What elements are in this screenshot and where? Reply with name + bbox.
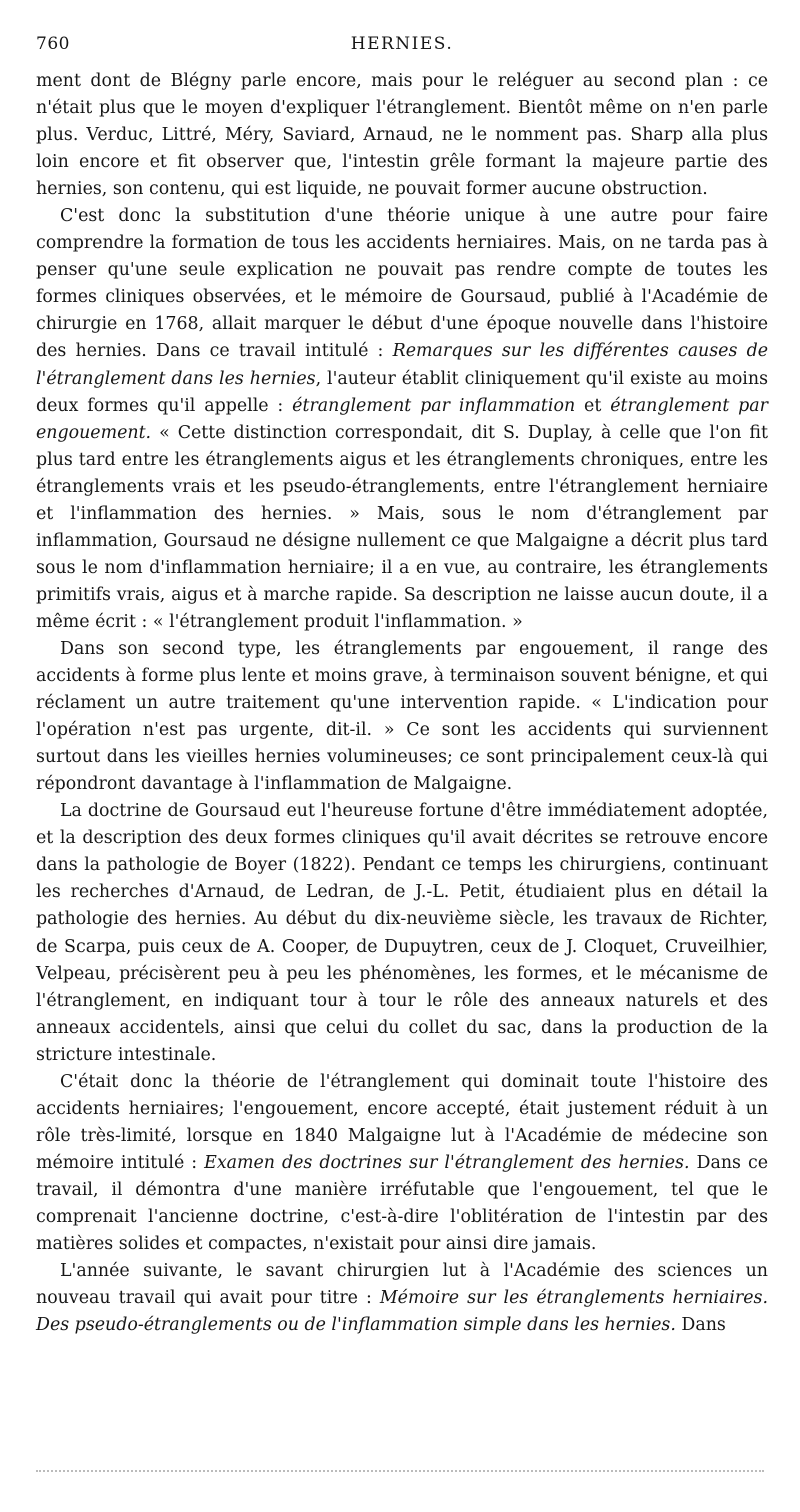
text-run: Dans son second type, les étranglements par engouement, il range des accidents à forme plus lente et moins grave, à terminaison souvent bénigne, et qui réclament un autre traitement qu'une intervention rapide. « L'indication pour l'opération n'est pas urgente, dit-il. » Ce sont les accidents qui surviennent surtout dans les vieilles hernies volumineuses; ce sont principalement ceux-là qui répondront davantage à l'inflammation de Malgaigne. (36, 638, 768, 795)
text-run: Dans (675, 1315, 726, 1336)
footer-rule (36, 1470, 764, 1472)
text-run: La doctrine de Goursaud eut l'heureuse fortune d'être immédiatement adoptée, et la description des deux formes cliniques qu'il avait décrites se retrouve encore dans la pathologie de Boyer (1822). Pendant ce temps les chirurgiens, continuant les recherches d'Arnaud, de Ledran, de J.-L. Petit, étudiaient plus en détail la pathologie des hernies. Au début du dix-neuvième siècle, les travaux de Richter, de Scarpa, puis ceux de A. Cooper, de Dupuytren, ceux de J. Cloquet, Cruveilhier, Velpeau, précisèrent peu à peu les phénomènes, les formes, et le mécanisme de l'étranglement, en indiquant tour à tour le rôle des anneaux naturels et des anneaux accidentels, ainsi que celui du collet du sac, dans la production de la stricture intestinale. (36, 801, 768, 1065)
body-text (36, 68, 768, 1339)
italic-title-run: Examen des doctrines sur l'étranglement des hernies. (204, 1152, 690, 1173)
paragraph (36, 798, 768, 1068)
italic-title-run: Remarques sur les différentes causes de l'étranglement dans les hernies (36, 341, 769, 389)
text-run: C'était donc la théorie de l'étranglement qui dominait toute l'histoire des accidents herniaires; l'engouement, encore accepté, était justement réduit à un rôle très-limité, lorsque en 1840 Malgaigne lut à l'Académie de médecine son mémoire intitulé : (36, 1071, 768, 1173)
page-number: 760 (36, 34, 70, 54)
running-title: HERNIES. (350, 34, 454, 54)
paragraph (36, 636, 768, 798)
page-header (36, 30, 768, 56)
text-run: ment dont de Blégny parle encore, mais pour le reléguer au second plan : ce n'était plus que le moyen d'expliquer l'étranglement. Bientôt même on n'en parle plus. Verduc, Littré, Méry, Saviard, Arnaud, ne le nomment pas. Sharp alla plus loin encore et fit observer que, l'intestin grêle formant la majeure partie des hernies, son contenu, qui est liquide, ne pouvait former aucune obstruction. (36, 71, 768, 200)
paragraph (36, 1069, 768, 1258)
italic-title-run: étranglement par inflammation (292, 395, 576, 416)
text-run: C'est donc la substitution d'une théorie unique à une autre pour faire comprendre la formation de tous les accidents herniaires. Mais, on ne tarda pas à penser qu'une seule explication ne pouvait pas rendre compte de toutes les formes cliniques observées, et le mémoire de Goursaud, publié à l'Académie de chirurgie en 1768, allait marquer le début d'une époque nouvelle dans l'histoire des hernies. Dans ce travail intitulé : (36, 206, 768, 362)
text-run: L'année suivante, le savant chirurgien lut à l'Académie des sciences un nouveau travail qui avait pour titre : (36, 1261, 768, 1309)
text-run: , l'auteur établit cliniquement qu'il existe au moins deux formes qu'il appelle : (36, 368, 768, 416)
paragraph (36, 1258, 768, 1339)
italic-title-run: étranglement par engouement. (36, 395, 768, 443)
text-run: Dans ce travail, il démontra d'une manière irréfutable que l'engouement, tel que le comprenait l'ancienne doctrine, c'est-à-dire l'oblitération de l'intestin par des matières solides et compactes, n'existait pour ainsi dire jamais. (36, 1152, 768, 1255)
text-run: « Cette distinction correspondait, dit S. Duplay, à celle que l'on fit plus tard entre les étranglements aigus et les étranglements chroniques, entre les étranglements vrais et les pseudo-étranglements, entre l'étranglement herniaire et l'inflammation des hernies. » Mais, sous le nom d'étranglement par inflammation, Goursaud ne désigne nullement ce que Malgaigne a décrit plus tard sous le nom d'inflammation herniaire; il a en vue, au contraire, les étranglements primitifs vrais, aigus et à marche rapide. Sa description ne laisse aucun doute, il a même écrit : « l'étranglement produit l'inflammation. » (36, 422, 768, 632)
text-run: et (575, 395, 611, 416)
paragraph (36, 203, 768, 636)
paragraph (36, 68, 768, 203)
italic-title-run: Mémoire sur les étranglements herniaires. Des pseudo-étranglements ou de l'inflammation simple dans les hernies. (36, 1288, 768, 1336)
